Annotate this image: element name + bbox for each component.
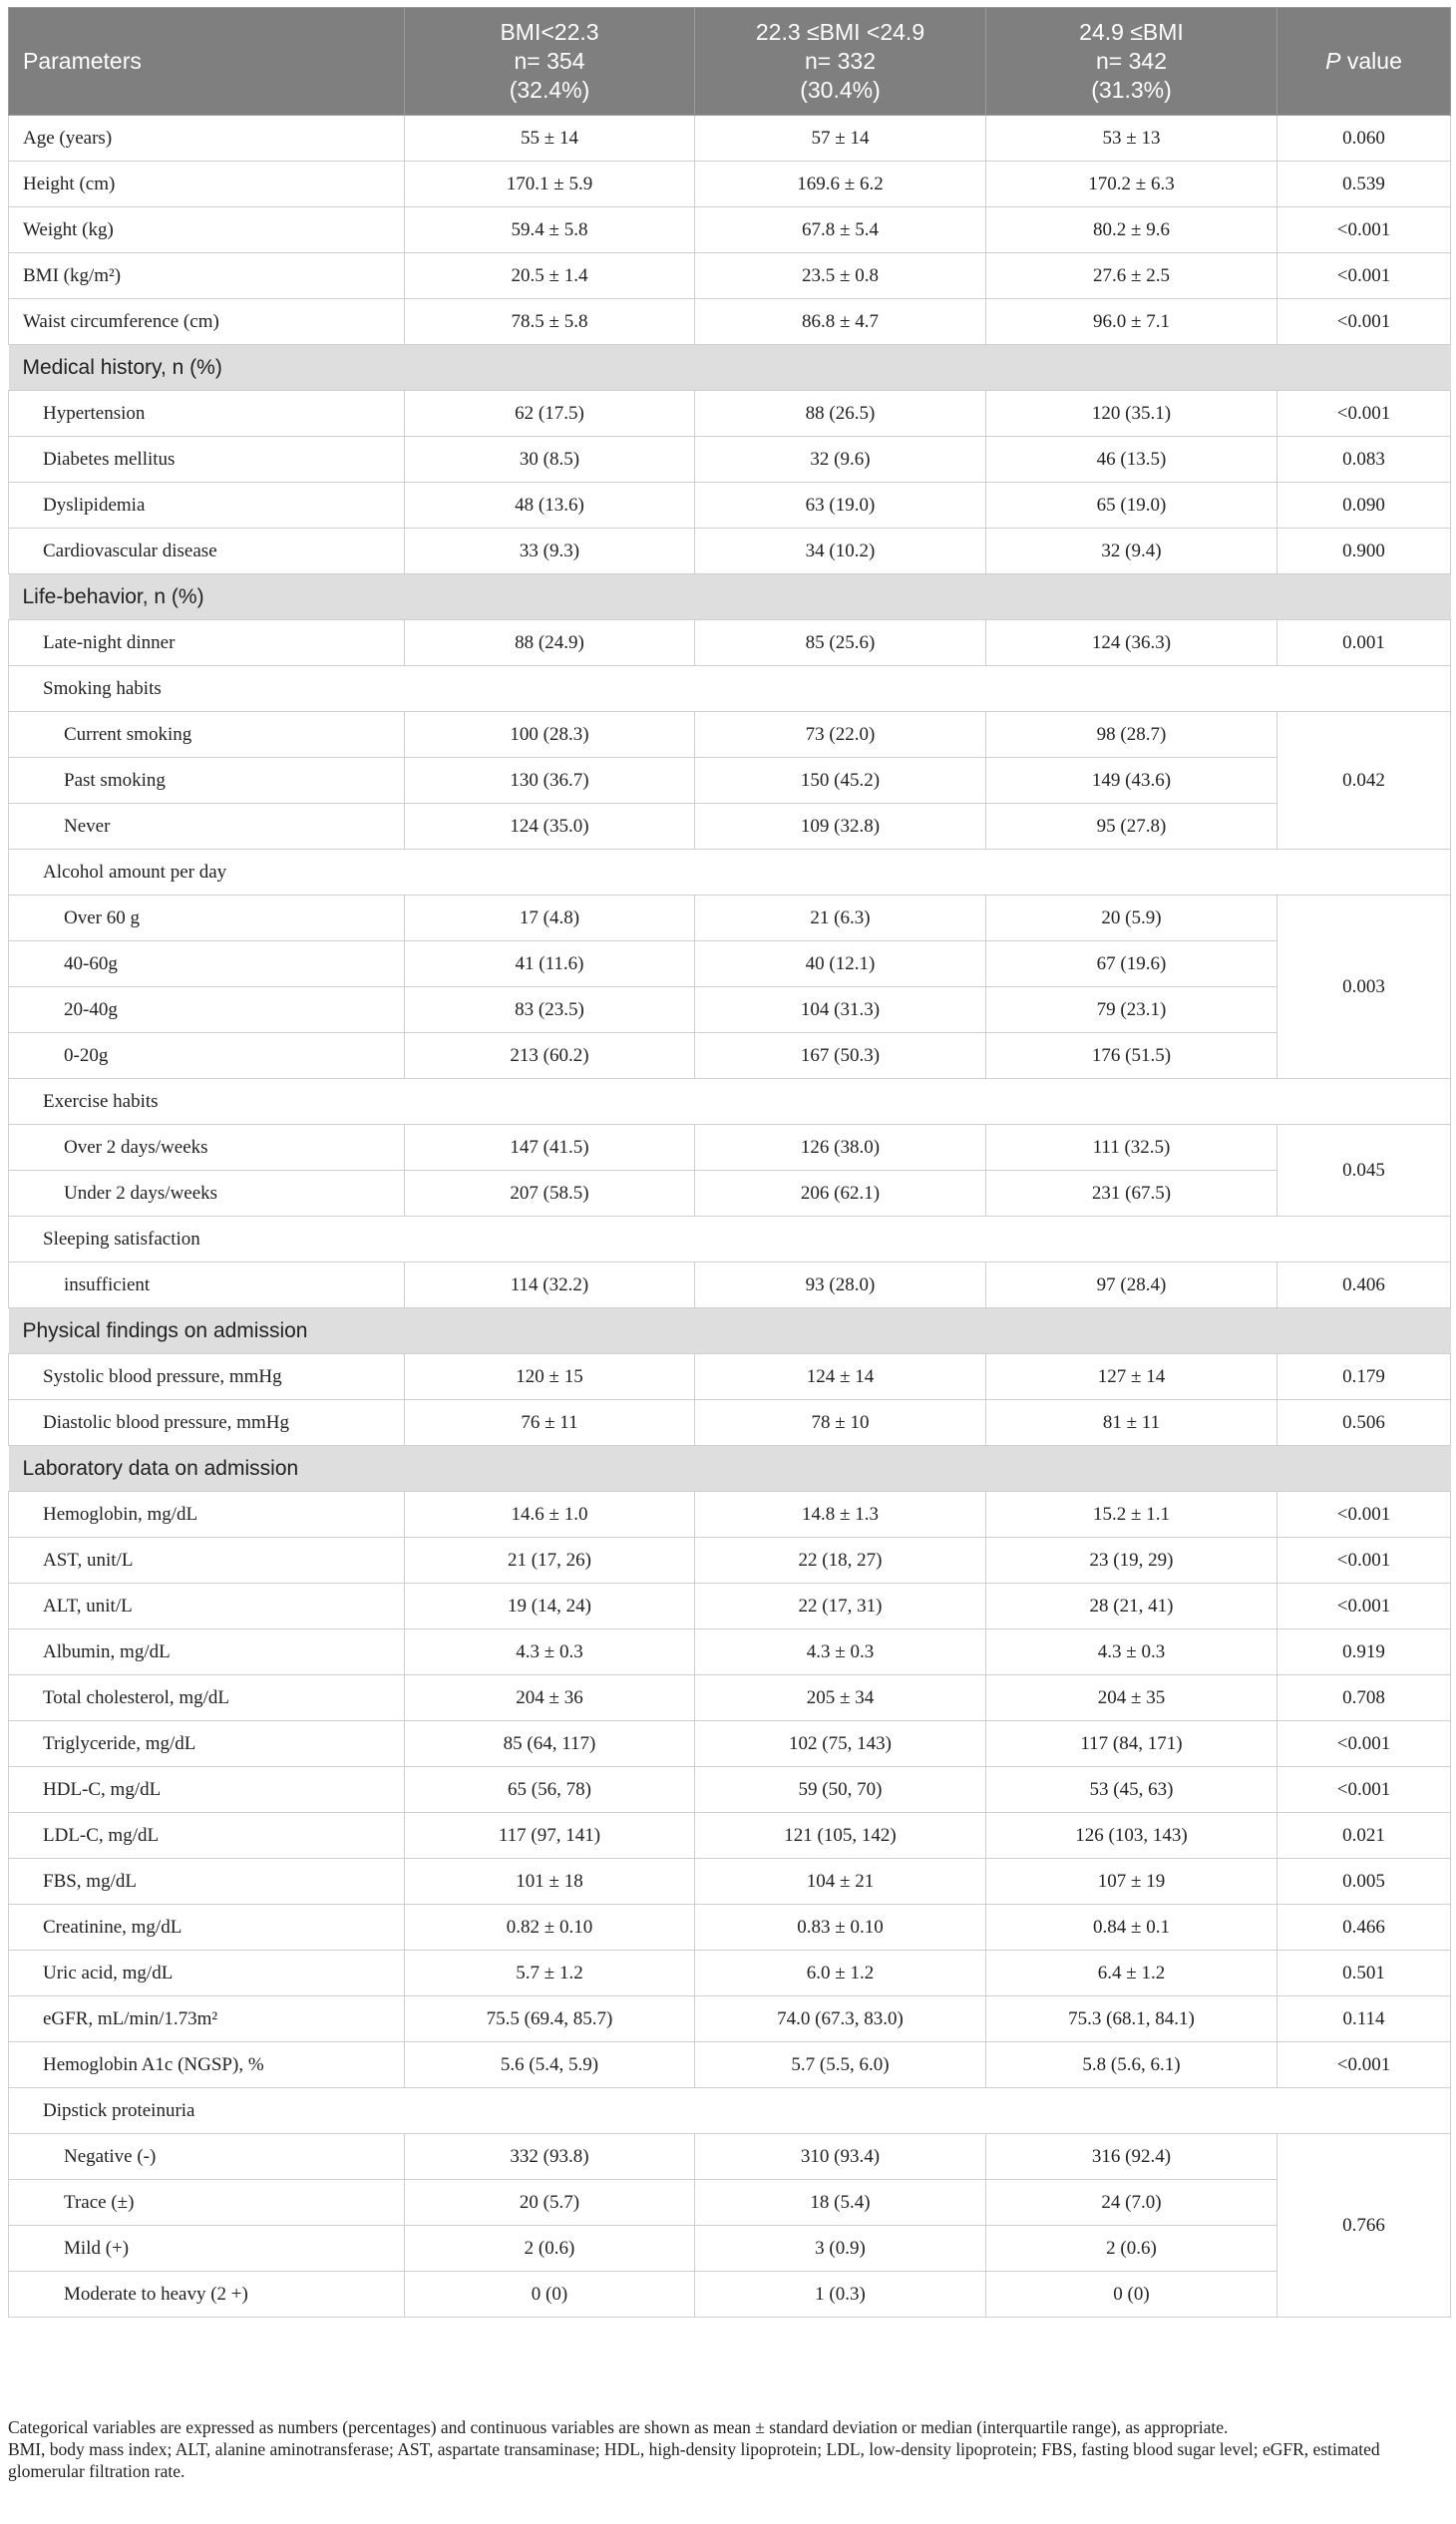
group-2-value: 169.6 ± 6.2	[695, 162, 986, 207]
group-2-value: 34 (10.2)	[695, 529, 986, 574]
row-label: Uric acid, mg/dL	[9, 1951, 405, 1996]
p-value: <0.001	[1277, 1492, 1451, 1538]
group-1-value: 0.82 ± 0.10	[405, 1905, 695, 1951]
group-1-value: 48 (13.6)	[405, 483, 695, 529]
p-value: 0.001	[1277, 620, 1451, 666]
group-1-value: 21 (17, 26)	[405, 1538, 695, 1584]
group-2-value: 57 ± 14	[695, 116, 986, 162]
row-label: Age (years)	[9, 116, 405, 162]
table-row	[9, 1767, 1451, 1813]
table-body	[9, 116, 1451, 2318]
row-label: Trace (±)	[9, 2180, 405, 2226]
group-3-value: 107 ± 19	[986, 1859, 1277, 1905]
group-pct: (32.4%)	[509, 77, 590, 103]
group-1-value: 33 (9.3)	[405, 529, 695, 574]
table-row	[9, 1400, 1451, 1446]
group-pct: (30.4%)	[800, 77, 881, 103]
row-label: LDL-C, mg/dL	[9, 1813, 405, 1859]
group-3-value: 24 (7.0)	[986, 2180, 1277, 2226]
group-2-value: 23.5 ± 0.8	[695, 253, 986, 299]
p-value: 0.539	[1277, 162, 1451, 207]
group-3-value: 126 (103, 143)	[986, 1813, 1277, 1859]
group-2-value: 14.8 ± 1.3	[695, 1492, 986, 1538]
row-label: 0-20g	[9, 1033, 405, 1079]
row-label: Albumin, mg/dL	[9, 1629, 405, 1675]
group-2-value: 85 (25.6)	[695, 620, 986, 666]
group-2-value: 73 (22.0)	[695, 712, 986, 758]
row-label: Weight (kg)	[9, 207, 405, 253]
footnote-2: BMI, body mass index; ALT, alanine aminotransferase; AST, aspartate transaminase; HDL, high-density lipoprotein; LDL, low-density lipoprotein; FBS, fasting blood sugar level; eGFR, estimated glomerular filtration rate.	[8, 2439, 1380, 2481]
subheader-label: Dipstick proteinuria	[9, 2088, 1451, 2134]
group-2-value: 104 (31.3)	[695, 987, 986, 1033]
group-1-value: 76 ± 11	[405, 1400, 695, 1446]
group-3-value: 98 (28.7)	[986, 712, 1277, 758]
group-3-value: 124 (36.3)	[986, 620, 1277, 666]
table-row	[9, 1538, 1451, 1584]
group-1-value: 17 (4.8)	[405, 896, 695, 941]
group-pct: (31.3%)	[1091, 77, 1172, 103]
row-label: Over 60 g	[9, 896, 405, 941]
table-row	[9, 1996, 1451, 2042]
group-3-value: 65 (19.0)	[986, 483, 1277, 529]
group-3-value: 23 (19, 29)	[986, 1538, 1277, 1584]
group-2-value: 206 (62.1)	[695, 1171, 986, 1217]
group-1-value: 114 (32.2)	[405, 1262, 695, 1308]
row-label: Waist circumference (cm)	[9, 299, 405, 345]
group-3-value: 127 ± 14	[986, 1354, 1277, 1400]
p-value: 0.045	[1277, 1125, 1451, 1217]
row-label: Diastolic blood pressure, mmHg	[9, 1400, 405, 1446]
group-2-value: 74.0 (67.3, 83.0)	[695, 1996, 986, 2042]
p-value: 0.003	[1277, 896, 1451, 1079]
group-1-value: 207 (58.5)	[405, 1171, 695, 1217]
baseline-characteristics-table	[8, 7, 1451, 2318]
group-3-value: 316 (92.4)	[986, 2134, 1277, 2180]
table-row	[9, 207, 1451, 253]
section-title: Laboratory data on admission	[9, 1446, 1451, 1492]
group-3-value: 28 (21, 41)	[986, 1584, 1277, 1629]
group-1-value: 20.5 ± 1.4	[405, 253, 695, 299]
row-label: Under 2 days/weeks	[9, 1171, 405, 1217]
group-1-value: 5.7 ± 1.2	[405, 1951, 695, 1996]
group-1-value: 130 (36.7)	[405, 758, 695, 804]
table-row	[9, 758, 1451, 804]
group-2-value: 1 (0.3)	[695, 2272, 986, 2318]
p-value: <0.001	[1277, 299, 1451, 345]
header-parameters: Parameters	[9, 8, 405, 116]
table-row	[9, 1675, 1451, 1721]
group-3-value: 81 ± 11	[986, 1400, 1277, 1446]
table-row	[9, 1171, 1451, 1217]
group-2-value: 205 ± 34	[695, 1675, 986, 1721]
section-row	[9, 1446, 1451, 1492]
group-n: n= 342	[1096, 48, 1167, 74]
group-1-value: 2 (0.6)	[405, 2226, 695, 2272]
p-value: 0.919	[1277, 1629, 1451, 1675]
row-label: Height (cm)	[9, 162, 405, 207]
p-value: 0.466	[1277, 1905, 1451, 1951]
p-value: <0.001	[1277, 2042, 1451, 2088]
subheader-label: Smoking habits	[9, 666, 1451, 712]
p-value: 0.005	[1277, 1859, 1451, 1905]
group-3-value: 2 (0.6)	[986, 2226, 1277, 2272]
group-3-value: 53 ± 13	[986, 116, 1277, 162]
header-group-1	[405, 8, 695, 116]
group-1-value: 83 (23.5)	[405, 987, 695, 1033]
group-1-value: 88 (24.9)	[405, 620, 695, 666]
p-value: <0.001	[1277, 1584, 1451, 1629]
subheader-row	[9, 850, 1451, 896]
group-1-value: 85 (64, 117)	[405, 1721, 695, 1767]
table-row	[9, 162, 1451, 207]
p-italic: P	[1325, 48, 1341, 74]
group-2-value: 78 ± 10	[695, 1400, 986, 1446]
group-2-value: 104 ± 21	[695, 1859, 986, 1905]
group-n: n= 332	[805, 48, 876, 74]
group-3-value: 97 (28.4)	[986, 1262, 1277, 1308]
group-1-value: 41 (11.6)	[405, 941, 695, 987]
group-3-value: 231 (67.5)	[986, 1171, 1277, 1217]
group-1-value: 62 (17.5)	[405, 391, 695, 437]
header-p-value	[1277, 8, 1451, 116]
p-value: 0.506	[1277, 1400, 1451, 1446]
group-2-value: 59 (50, 70)	[695, 1767, 986, 1813]
group-3-value: 0 (0)	[986, 2272, 1277, 2318]
group-1-value: 59.4 ± 5.8	[405, 207, 695, 253]
table-row	[9, 2226, 1451, 2272]
table-row	[9, 437, 1451, 483]
subheader-label: Sleeping satisfaction	[9, 1217, 1451, 1262]
group-2-value: 32 (9.6)	[695, 437, 986, 483]
group-2-value: 86.8 ± 4.7	[695, 299, 986, 345]
subheader-label: Alcohol amount per day	[9, 850, 1451, 896]
row-label: BMI (kg/m²)	[9, 253, 405, 299]
group-2-value: 121 (105, 142)	[695, 1813, 986, 1859]
group-2-value: 18 (5.4)	[695, 2180, 986, 2226]
group-1-value: 117 (97, 141)	[405, 1813, 695, 1859]
table-row	[9, 116, 1451, 162]
group-3-value: 120 (35.1)	[986, 391, 1277, 437]
group-2-value: 310 (93.4)	[695, 2134, 986, 2180]
group-2-value: 124 ± 14	[695, 1354, 986, 1400]
table-row	[9, 2272, 1451, 2318]
row-label: Current smoking	[9, 712, 405, 758]
group-1-value: 78.5 ± 5.8	[405, 299, 695, 345]
subheader-label: Exercise habits	[9, 1079, 1451, 1125]
group-1-value: 213 (60.2)	[405, 1033, 695, 1079]
table-row	[9, 620, 1451, 666]
group-2-value: 93 (28.0)	[695, 1262, 986, 1308]
table-row	[9, 299, 1451, 345]
group-2-value: 21 (6.3)	[695, 896, 986, 941]
group-2-value: 67.8 ± 5.4	[695, 207, 986, 253]
p-value: <0.001	[1277, 1767, 1451, 1813]
table-row	[9, 1951, 1451, 1996]
table-row	[9, 987, 1451, 1033]
group-2-value: 150 (45.2)	[695, 758, 986, 804]
p-value: 0.406	[1277, 1262, 1451, 1308]
group-3-value: 204 ± 35	[986, 1675, 1277, 1721]
row-label: Mild (+)	[9, 2226, 405, 2272]
table-row	[9, 483, 1451, 529]
table-row	[9, 2180, 1451, 2226]
header-group-2	[695, 8, 986, 116]
table-row	[9, 2134, 1451, 2180]
section-row	[9, 574, 1451, 620]
p-value: 0.766	[1277, 2134, 1451, 2318]
group-1-value: 204 ± 36	[405, 1675, 695, 1721]
group-3-value: 5.8 (5.6, 6.1)	[986, 2042, 1277, 2088]
group-1-value: 124 (35.0)	[405, 804, 695, 850]
group-1-value: 147 (41.5)	[405, 1125, 695, 1171]
group-3-value: 96.0 ± 7.1	[986, 299, 1277, 345]
row-label: Moderate to heavy (2 +)	[9, 2272, 405, 2318]
group-2-value: 5.7 (5.5, 6.0)	[695, 2042, 986, 2088]
group-3-value: 80.2 ± 9.6	[986, 207, 1277, 253]
table-row	[9, 1584, 1451, 1629]
p-value: 0.083	[1277, 437, 1451, 483]
section-title: Medical history, n (%)	[9, 345, 1451, 391]
row-label: insufficient	[9, 1262, 405, 1308]
group-1-value: 30 (8.5)	[405, 437, 695, 483]
p-rest: value	[1340, 48, 1402, 74]
group-1-value: 100 (28.3)	[405, 712, 695, 758]
table-row	[9, 1905, 1451, 1951]
row-label: FBS, mg/dL	[9, 1859, 405, 1905]
group-3-value: 95 (27.8)	[986, 804, 1277, 850]
row-label: Never	[9, 804, 405, 850]
row-label: Diabetes mellitus	[9, 437, 405, 483]
row-label: 20-40g	[9, 987, 405, 1033]
footnote-1: Categorical variables are expressed as numbers (percentages) and continuous variables are shown as mean ± standard deviation or median (interquartile range), as appropriate.	[8, 2417, 1229, 2437]
table-row	[9, 1262, 1451, 1308]
section-row	[9, 1308, 1451, 1354]
group-2-value: 40 (12.1)	[695, 941, 986, 987]
subheader-row	[9, 1079, 1451, 1125]
p-value: 0.114	[1277, 1996, 1451, 2042]
row-label: ALT, unit/L	[9, 1584, 405, 1629]
p-value: <0.001	[1277, 1721, 1451, 1767]
table-row	[9, 253, 1451, 299]
table-row	[9, 391, 1451, 437]
group-label: 22.3 ≤BMI <24.9	[755, 19, 925, 45]
table-row	[9, 1629, 1451, 1675]
group-2-value: 109 (32.8)	[695, 804, 986, 850]
group-3-value: 27.6 ± 2.5	[986, 253, 1277, 299]
group-2-value: 6.0 ± 1.2	[695, 1951, 986, 1996]
group-3-value: 32 (9.4)	[986, 529, 1277, 574]
p-value: 0.060	[1277, 116, 1451, 162]
group-3-value: 46 (13.5)	[986, 437, 1277, 483]
row-label: HDL-C, mg/dL	[9, 1767, 405, 1813]
group-1-value: 55 ± 14	[405, 116, 695, 162]
section-title: Physical findings on admission	[9, 1308, 1451, 1354]
group-3-value: 15.2 ± 1.1	[986, 1492, 1277, 1538]
group-3-value: 0.84 ± 0.1	[986, 1905, 1277, 1951]
p-value: 0.042	[1277, 712, 1451, 850]
table-row	[9, 1813, 1451, 1859]
table-row	[9, 1859, 1451, 1905]
group-1-value: 0 (0)	[405, 2272, 695, 2318]
group-3-value: 6.4 ± 1.2	[986, 1951, 1277, 1996]
group-3-value: 79 (23.1)	[986, 987, 1277, 1033]
group-2-value: 63 (19.0)	[695, 483, 986, 529]
table-row	[9, 941, 1451, 987]
table-row	[9, 1354, 1451, 1400]
group-3-value: 4.3 ± 0.3	[986, 1629, 1277, 1675]
row-label: Past smoking	[9, 758, 405, 804]
p-value: <0.001	[1277, 391, 1451, 437]
group-3-value: 117 (84, 171)	[986, 1721, 1277, 1767]
row-label: Cardiovascular disease	[9, 529, 405, 574]
group-1-value: 65 (56, 78)	[405, 1767, 695, 1813]
row-label: Hypertension	[9, 391, 405, 437]
row-label: Negative (-)	[9, 2134, 405, 2180]
group-3-value: 176 (51.5)	[986, 1033, 1277, 1079]
row-label: eGFR, mL/min/1.73m²	[9, 1996, 405, 2042]
group-2-value: 88 (26.5)	[695, 391, 986, 437]
group-3-value: 53 (45, 63)	[986, 1767, 1277, 1813]
row-label: Hemoglobin, mg/dL	[9, 1492, 405, 1538]
group-1-value: 332 (93.8)	[405, 2134, 695, 2180]
subheader-row	[9, 666, 1451, 712]
p-value: <0.001	[1277, 207, 1451, 253]
subheader-row	[9, 1217, 1451, 1262]
group-2-value: 22 (18, 27)	[695, 1538, 986, 1584]
group-3-value: 75.3 (68.1, 84.1)	[986, 1996, 1277, 2042]
group-1-value: 120 ± 15	[405, 1354, 695, 1400]
header-group-3	[986, 8, 1277, 116]
group-1-value: 14.6 ± 1.0	[405, 1492, 695, 1538]
p-value: 0.179	[1277, 1354, 1451, 1400]
p-value: 0.708	[1277, 1675, 1451, 1721]
p-value: <0.001	[1277, 1538, 1451, 1584]
group-n: n= 354	[514, 48, 585, 74]
table-row	[9, 1721, 1451, 1767]
group-1-value: 170.1 ± 5.9	[405, 162, 695, 207]
group-2-value: 126 (38.0)	[695, 1125, 986, 1171]
group-3-value: 111 (32.5)	[986, 1125, 1277, 1171]
group-1-value: 4.3 ± 0.3	[405, 1629, 695, 1675]
group-2-value: 102 (75, 143)	[695, 1721, 986, 1767]
section-row	[9, 345, 1451, 391]
row-label: AST, unit/L	[9, 1538, 405, 1584]
group-2-value: 4.3 ± 0.3	[695, 1629, 986, 1675]
p-value: <0.001	[1277, 253, 1451, 299]
group-1-value: 20 (5.7)	[405, 2180, 695, 2226]
group-1-value: 5.6 (5.4, 5.9)	[405, 2042, 695, 2088]
table-header-row	[9, 8, 1451, 116]
table-row	[9, 2042, 1451, 2088]
group-label: 24.9 ≤BMI	[1079, 19, 1184, 45]
row-label: Creatinine, mg/dL	[9, 1905, 405, 1951]
p-value: 0.090	[1277, 483, 1451, 529]
table-row	[9, 1492, 1451, 1538]
group-2-value: 167 (50.3)	[695, 1033, 986, 1079]
group-1-value: 101 ± 18	[405, 1859, 695, 1905]
section-title: Life-behavior, n (%)	[9, 574, 1451, 620]
p-value: 0.900	[1277, 529, 1451, 574]
group-2-value: 3 (0.9)	[695, 2226, 986, 2272]
group-3-value: 67 (19.6)	[986, 941, 1277, 987]
table-footnotes	[8, 2416, 1450, 2482]
group-3-value: 20 (5.9)	[986, 896, 1277, 941]
row-label: 40-60g	[9, 941, 405, 987]
row-label: Dyslipidemia	[9, 483, 405, 529]
row-label: Triglyceride, mg/dL	[9, 1721, 405, 1767]
subheader-row	[9, 2088, 1451, 2134]
table-row	[9, 712, 1451, 758]
row-label: Late-night dinner	[9, 620, 405, 666]
group-1-value: 19 (14, 24)	[405, 1584, 695, 1629]
table-row	[9, 1033, 1451, 1079]
group-label: BMI<22.3	[500, 19, 599, 45]
table-row	[9, 804, 1451, 850]
table-row	[9, 896, 1451, 941]
table-row	[9, 1125, 1451, 1171]
p-value: 0.021	[1277, 1813, 1451, 1859]
table-row	[9, 529, 1451, 574]
group-1-value: 75.5 (69.4, 85.7)	[405, 1996, 695, 2042]
group-3-value: 149 (43.6)	[986, 758, 1277, 804]
group-2-value: 0.83 ± 0.10	[695, 1905, 986, 1951]
row-label: Hemoglobin A1c (NGSP), %	[9, 2042, 405, 2088]
group-3-value: 170.2 ± 6.3	[986, 162, 1277, 207]
group-2-value: 22 (17, 31)	[695, 1584, 986, 1629]
row-label: Over 2 days/weeks	[9, 1125, 405, 1171]
row-label: Total cholesterol, mg/dL	[9, 1675, 405, 1721]
p-value: 0.501	[1277, 1951, 1451, 1996]
row-label: Systolic blood pressure, mmHg	[9, 1354, 405, 1400]
